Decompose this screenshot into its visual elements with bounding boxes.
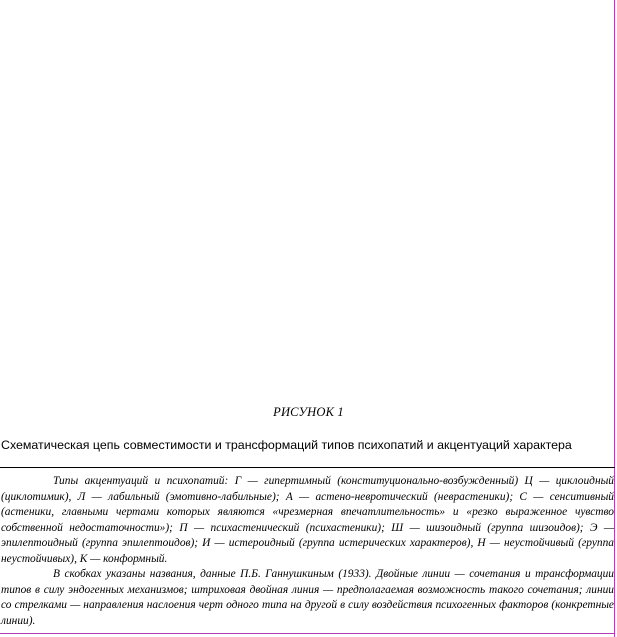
footnote-paragraph-types: Типы акцентуаций и психопатий: Г — гипертимный (конституционально-возбужденный) Ц — циклоидный (циклотимик), Л — лабильный (эмотивно-лабильные); А — астено-невротический (неврастеники); С — сенситивный (астеники, главными чертами которых являются «чрезмерная впечатлительность» и «резко выраженное чувство собственной недостаточности»); П — психастенический (психастеники); Ш — шизоидный (группа шизоидов); Э — эпилептоидный (группа эпилептоидов); И — истероидный (группа истерических характеров), Н — неустойчивый (группа неустойчивых), К — конформный. (1, 475, 614, 565)
margin-guide-right (614, 0, 615, 637)
footnote (1, 474, 614, 629)
footnote-separator (0, 467, 615, 468)
figure-caption: Схематическая цепь совместимости и трансформаций типов психопатий и акцентуаций характера (1, 438, 572, 452)
margin-guide-bottom (0, 633, 615, 634)
footnote-paragraph-legend: В скобках указаны названия, данные П.Б. Ганнушкиным (1933). Двойные линии — сочетания и трансформации типов в силу эндогенных механизмов; штриховая двойная линия — предполагаемая возможность такого сочетания; линии со стрелками — направления наслоения черт одного типа на другой в силу воздействия психогенных факторов (конкретные линии). (1, 568, 614, 627)
figure-label: РИСУНОК 1 (273, 405, 344, 419)
